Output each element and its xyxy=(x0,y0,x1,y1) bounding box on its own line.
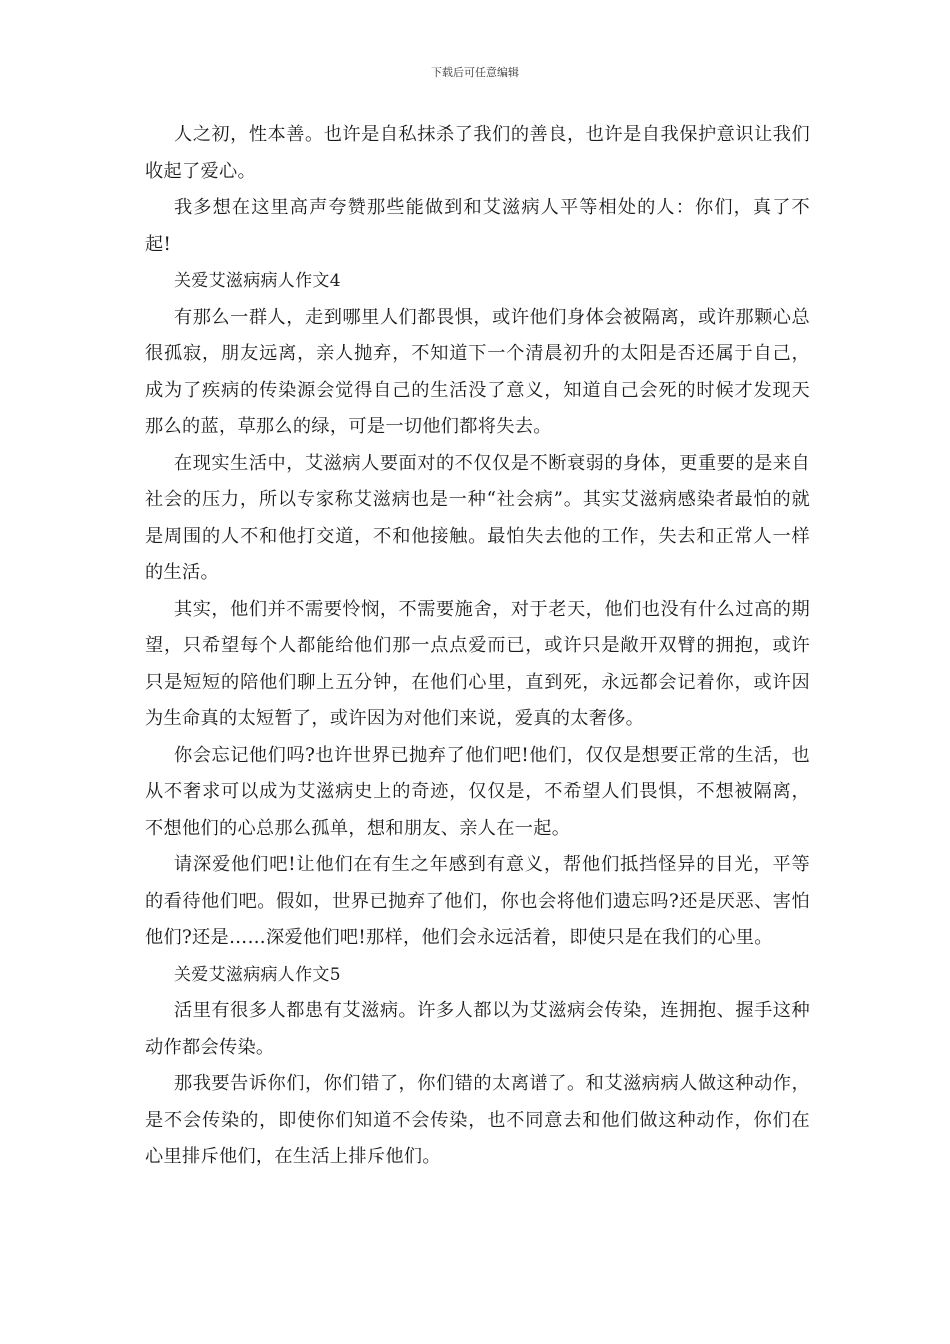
paragraph: 有那么一群人，走到哪里人们都畏惧，或许他们身体会被隔离，或许那颗心总很孤寂，朋友远离，亲人抛弃，不知道下一个清晨初升的太阳是否还属于自己，成为了疾病的传染源会觉得自己的生活没了意义，知道自己会死的时候才发现天那么的蓝，草那么的绿，可是一切他们都将失去。 xyxy=(145,306,810,437)
paragraph: 我多想在这里高声夸赞那些能做到和艾滋病人平等相处的人：你们，真了不起! xyxy=(145,197,810,255)
paragraph: 活里有很多人都患有艾滋病。许多人都以为艾滋病会传染，连拥抱、握手这种动作都会传染。 xyxy=(145,1000,810,1058)
section-heading: 关爱艾滋病病人作文4 xyxy=(174,271,341,291)
paragraph: 那我要告诉你们，你们错了，你们错的太离谱了。和艾滋病病人做这种动作，是不会传染的，即使你们知道不会传染，也不同意去和他们做这种动作，你们在心里排斥他们，在生活上排斥他们。 xyxy=(145,1073,810,1167)
paragraph: 你会忘记他们吗?也许世界已抛弃了他们吧!他们，仅仅是想要正常的生活，也从不奢求可以成为艾滋病史上的奇迹，仅仅是，不希望人们畏惧，不想被隔离，不想他们的心总那么孤单，想和朋友、亲人在一起。 xyxy=(145,744,810,839)
page-header: 下载后可任意编辑 xyxy=(431,66,519,79)
paragraph: 在现实生活中，艾滋病人要面对的不仅仅是不断衰弱的身体，更重要的是来自社会的压力，所以专家称艾滋病也是一种“社会病”。其实艾滋病感染者最怕的就是周围的人不和他打交道，不和他接触。最怕失去他的工作，失去和正常人一样的生活。 xyxy=(145,452,810,583)
document-body xyxy=(145,117,810,1176)
paragraph: 请深爱他们吧!让他们在有生之年感到有意义，帮他们抵挡怪异的目光，平等的看待他们吧。假如，世界已抛弃了他们，你也会将他们遗忘吗?还是厌恶、害怕他们?还是……深爱他们吧!那样，他们会永远活着，即使只是在我们的心里。 xyxy=(145,854,810,948)
paragraph: 人之初，性本善。也许是自私抹杀了我们的善良，也许是自我保护意识让我们收起了爱心。 xyxy=(145,124,810,182)
section-heading: 关爱艾滋病病人作文5 xyxy=(174,964,341,985)
paragraph: 其实，他们并不需要怜悯，不需要施舍，对于老天，他们也没有什么过高的期望，只希望每个人都能给他们那一点点爱而已，或许只是敞开双臂的拥抱，或许只是短短的陪他们聊上五分钟，在他们心里，直到死，永远都会记着你，或许因为生命真的太短暂了，或许因为对他们来说，爱真的太奢侈。 xyxy=(145,598,810,729)
